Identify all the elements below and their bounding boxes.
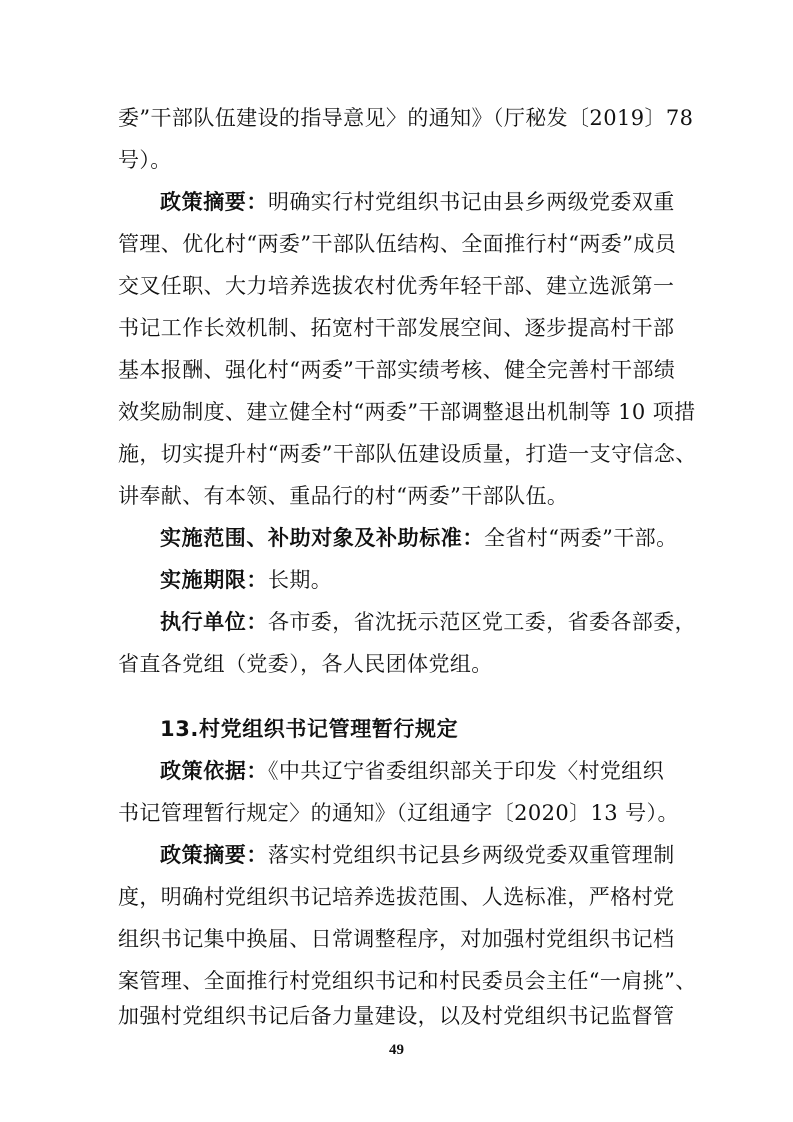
text-run: 《中共辽宁省委组织部关于印发〈村党组织 [268,759,665,783]
text-run: 长期。 [268,568,333,592]
paragraph-scope [160,523,677,553]
section-heading: 13.村党组织书记管理暂行规定 [160,717,459,741]
label-policy-basis: 政策依据： [160,759,268,783]
text-line: 委”干部队伍建设的指导意见〉的通知》（厅秘发〔2019〕78 [118,106,694,130]
label-executing-unit: 执行单位： [160,610,268,634]
label-period: 实施期限： [160,568,268,592]
label-policy-summary: 政策摘要： [160,190,268,214]
paragraph-summary-2 [160,840,675,870]
label-policy-summary: 政策摘要： [160,843,268,867]
text-line: 基本报酬、强化村“两委”干部实绩考核、健全完善村干部绩 [118,358,676,382]
paragraph-basis [160,756,664,786]
text-line: 组织书记集中换届、日常调整程序，对加强村党组织书记档 [118,927,675,951]
paragraph-period [160,565,332,595]
text-line: 号）。 [118,148,172,172]
text-line: 施，切实提升村“两委”干部队伍建设质量，打造一支守信念、 [118,442,697,466]
text-line: 讲奉献、有本领、重品行的村“两委”干部队伍。 [118,484,569,508]
text-line: 书记工作长效机制、拓宽村干部发展空间、逐步提高村干部 [118,316,675,340]
page-number: 49 [389,1042,404,1058]
text-run: 各市委，省沈抚示范区党工委，省委各部委， [268,610,696,634]
text-line: 书记管理暂行规定〉的通知》（辽组通字〔2020〕13 号）。 [118,801,679,825]
text-line: 案管理、全面推行村党组织书记和村民委员会主任“一肩挑”、 [118,969,697,993]
text-run: 明确实行村党组织书记由县乡两级党委双重 [268,190,675,214]
text-line: 省直各党组（党委），各人民团体党组。 [118,652,493,676]
text-run: 全省村“两委”干部。 [484,526,678,550]
text-line: 加强村党组织书记后备力量建设，以及村党组织书记监督管 [118,1004,675,1028]
label-scope: 实施范围、补助对象及补助标准： [160,526,484,550]
text-run: 落实村党组织书记县乡两级党委双重管理制 [268,843,675,867]
paragraph-unit [160,607,696,637]
text-line: 交叉任职、大力培养选拔农村优秀年轻干部、建立选派第一 [118,274,675,298]
text-line: 度，明确村党组织书记培养选拔范围、人选标准，严格村党 [118,885,675,909]
text-line: 管理、优化村“两委”干部队伍结构、全面推行村“两委”成员 [118,232,677,256]
paragraph-summary-1 [160,187,675,217]
text-line: 效奖励制度、建立健全村“两委”干部调整退出机制等 10 项措 [118,400,696,424]
